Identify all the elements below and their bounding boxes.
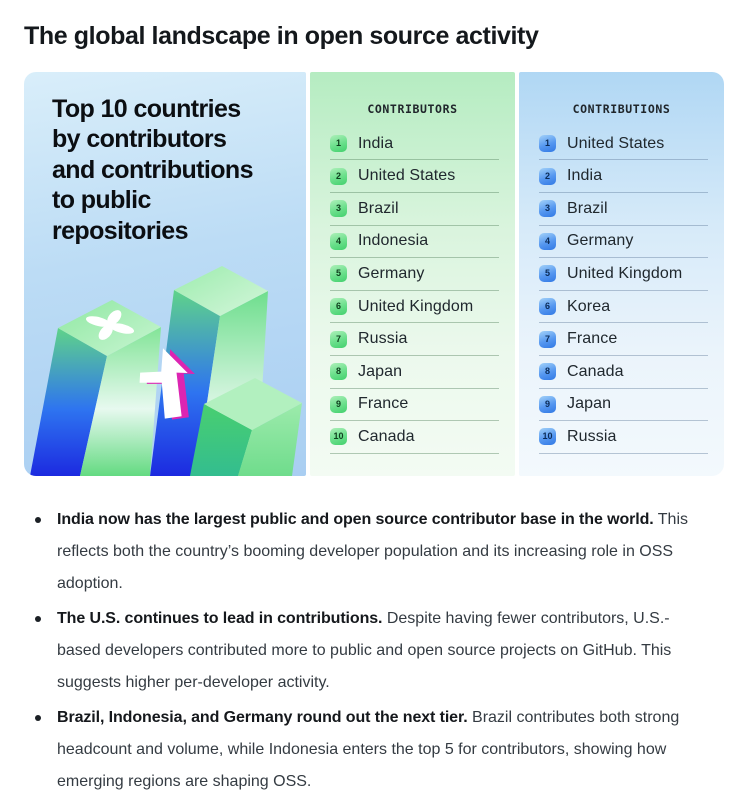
rank-badge: 4 bbox=[539, 233, 556, 250]
list-item bbox=[330, 128, 499, 161]
list-item bbox=[330, 421, 499, 454]
country-label: Canada bbox=[358, 427, 415, 445]
list-item bbox=[539, 160, 708, 193]
takeaway-item bbox=[33, 603, 700, 699]
takeaway-text: Despite having fewer contributors, U.S.-based developers contributed more to public and open source projects on GitHub. This suggests higher per-developer activity. bbox=[57, 609, 672, 691]
country-label: United States bbox=[567, 134, 665, 152]
takeaway-lead: The U.S. continues to lead in contributions. bbox=[57, 609, 383, 627]
key-takeaways-list bbox=[24, 504, 724, 798]
infographic-card bbox=[24, 72, 724, 476]
country-label: India bbox=[567, 167, 603, 185]
rank-badge: 3 bbox=[539, 200, 556, 217]
bullet-dot bbox=[35, 715, 41, 721]
country-label: Germany bbox=[358, 264, 425, 282]
list-item bbox=[330, 226, 499, 259]
country-label: France bbox=[358, 395, 409, 413]
country-label: United Kingdom bbox=[567, 264, 683, 282]
country-label: India bbox=[358, 134, 394, 152]
rank-badge: 3 bbox=[330, 200, 347, 217]
rank-badge: 6 bbox=[539, 298, 556, 315]
country-label: United Kingdom bbox=[358, 297, 474, 315]
country-label: Korea bbox=[567, 297, 611, 315]
list-item bbox=[539, 193, 708, 226]
rank-badge: 8 bbox=[539, 363, 556, 380]
rank-badge: 1 bbox=[539, 135, 556, 152]
headline-line: by contributors bbox=[52, 125, 227, 154]
contributors-header: CONTRIBUTORS bbox=[367, 101, 458, 116]
headline-line: repositories bbox=[52, 216, 188, 245]
country-label: Japan bbox=[358, 362, 403, 380]
rank-badge: 10 bbox=[539, 428, 556, 445]
bullet-dot bbox=[35, 517, 41, 523]
list-item bbox=[539, 226, 708, 259]
takeaway-lead: India now has the largest public and open source contributor base in the world. bbox=[57, 510, 654, 528]
headline-line: to public bbox=[52, 186, 151, 215]
rank-badge: 7 bbox=[330, 331, 347, 348]
contributors-panel bbox=[310, 72, 515, 476]
rank-badge: 5 bbox=[330, 265, 347, 282]
country-label: Russia bbox=[358, 330, 408, 348]
country-label: France bbox=[567, 330, 618, 348]
takeaway-item bbox=[33, 702, 700, 798]
bar-chart-illustration bbox=[24, 264, 306, 476]
list-item bbox=[539, 291, 708, 324]
country-label: Japan bbox=[567, 395, 612, 413]
country-label: Germany bbox=[567, 232, 634, 250]
list-item bbox=[330, 193, 499, 226]
takeaway-item bbox=[33, 504, 700, 600]
bullet-dot bbox=[35, 616, 41, 622]
list-item bbox=[539, 421, 708, 454]
list-item bbox=[330, 258, 499, 291]
list-item bbox=[539, 356, 708, 389]
country-label: Canada bbox=[567, 362, 624, 380]
infographic-intro-panel bbox=[24, 72, 306, 476]
list-item bbox=[539, 323, 708, 356]
rank-badge: 7 bbox=[539, 331, 556, 348]
headline-line: Top 10 countries bbox=[52, 94, 241, 123]
contributions-list bbox=[539, 128, 708, 454]
takeaway-text: This reflects both the country’s booming developer population and its increasing role in OSS adoption. bbox=[57, 510, 689, 592]
country-label: Russia bbox=[567, 427, 617, 445]
rank-badge: 8 bbox=[330, 363, 347, 380]
list-item bbox=[330, 291, 499, 324]
rank-badge: 1 bbox=[330, 135, 347, 152]
rank-badge: 9 bbox=[330, 396, 347, 413]
takeaway-text: Brazil contributes both strong headcount and volume, while Indonesia enters the top 5 for contributors, showing how emerging regions are shaping OSS. bbox=[57, 708, 680, 790]
rank-badge: 2 bbox=[330, 168, 347, 185]
contributions-panel bbox=[519, 72, 724, 476]
rank-badge: 10 bbox=[330, 428, 347, 445]
country-label: Indonesia bbox=[358, 232, 429, 250]
rank-badge: 9 bbox=[539, 396, 556, 413]
takeaway-lead: Brazil, Indonesia, and Germany round out the next tier. bbox=[57, 708, 468, 726]
list-item bbox=[330, 356, 499, 389]
page-title: The global landscape in open source activity bbox=[24, 22, 539, 50]
infographic-headline bbox=[24, 72, 306, 247]
country-label: Brazil bbox=[567, 199, 608, 217]
rank-badge: 5 bbox=[539, 265, 556, 282]
country-label: United States bbox=[358, 167, 456, 185]
rank-badge: 4 bbox=[330, 233, 347, 250]
country-label: Brazil bbox=[358, 199, 399, 217]
list-item bbox=[330, 160, 499, 193]
list-item bbox=[539, 389, 708, 422]
rank-badge: 2 bbox=[539, 168, 556, 185]
list-item bbox=[330, 389, 499, 422]
bar-front bbox=[30, 300, 161, 476]
rank-badge: 6 bbox=[330, 298, 347, 315]
headline-line: and contributions bbox=[52, 155, 253, 184]
list-item bbox=[539, 128, 708, 161]
contributions-header: CONTRIBUTIONS bbox=[572, 101, 671, 116]
list-item bbox=[539, 258, 708, 291]
contributors-list bbox=[330, 128, 499, 454]
list-item bbox=[330, 323, 499, 356]
